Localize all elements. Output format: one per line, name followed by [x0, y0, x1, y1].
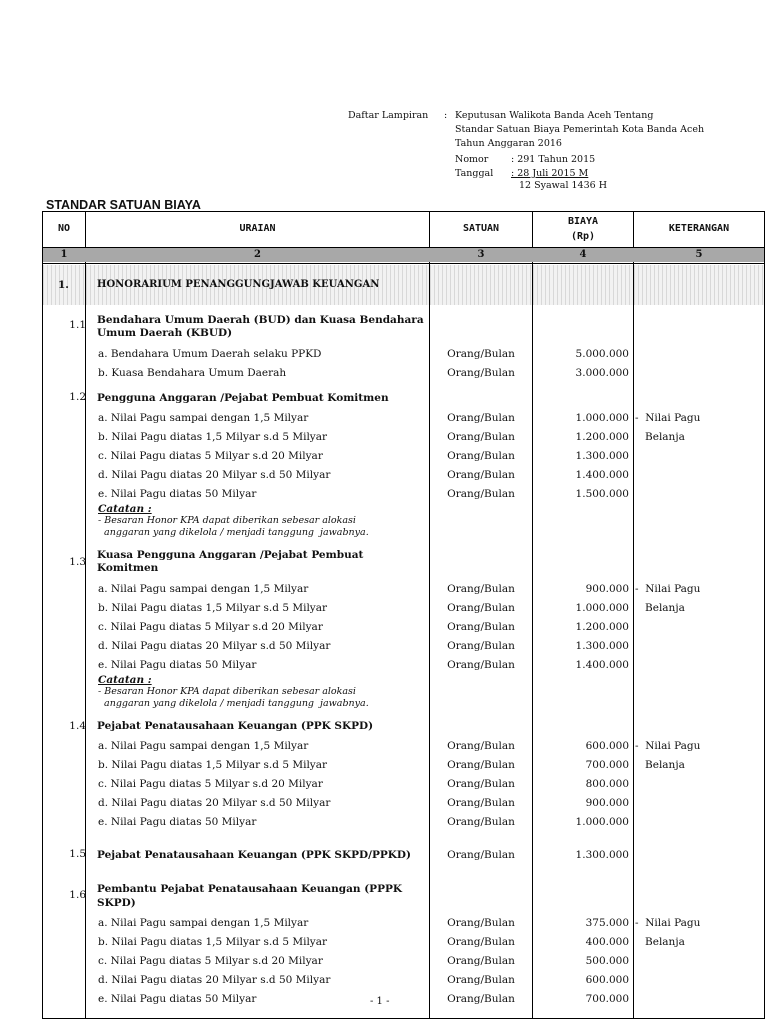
row-biaya: 700.000 — [585, 993, 629, 1005]
row-number: 1.2 — [69, 391, 86, 403]
row-description: c. Nilai Pagu diatas 5 Milyar s.d 20 Milyar — [98, 955, 323, 967]
row-keterangan: - Nilai Pagu — [635, 583, 701, 595]
row-description: a. Nilai Pagu sampai dengan 1,5 Milyar — [98, 412, 309, 424]
row-satuan: Orang/Bulan — [447, 450, 515, 462]
row-satuan: Orang/Bulan — [447, 488, 515, 500]
row-heading: Pengguna Anggaran /Pejabat Pembuat Komitmen — [97, 392, 389, 404]
col-header-biaya-unit: (Rp) — [570, 231, 596, 242]
nomor-value: : 291 Tahun 2015 — [511, 154, 596, 165]
row-biaya: 400.000 — [585, 936, 629, 948]
column-divider — [532, 212, 533, 1018]
row-keterangan: Belanja — [635, 759, 685, 771]
col-header-keterangan: KETERANGAN — [668, 223, 730, 234]
row-satuan: Orang/Bulan — [447, 917, 515, 929]
row-biaya: 700.000 — [585, 759, 629, 771]
row-biaya: 1.500.000 — [575, 488, 629, 500]
row-description: b. Nilai Pagu diatas 1,5 Milyar s.d 5 Milyar — [98, 936, 328, 948]
row-description: d. Nilai Pagu diatas 20 Milyar s.d 50 Milyar — [98, 469, 331, 481]
row-biaya: 1.300.000 — [575, 450, 629, 462]
row-satuan: Orang/Bulan — [447, 431, 515, 443]
row-biaya: 900.000 — [585, 797, 629, 809]
row-biaya: 800.000 — [585, 778, 629, 790]
lampiran-line-1: Keputusan Walikota Banda Aceh Tentang — [455, 110, 654, 121]
section-shading — [430, 265, 532, 305]
row-keterangan: - Nilai Pagu — [635, 412, 701, 424]
section-shading — [634, 265, 764, 305]
row-satuan: Orang/Bulan — [447, 367, 515, 379]
row-heading: Kuasa Pengguna Anggaran /Pejabat Pembuat — [97, 549, 364, 561]
row-satuan: Orang/Bulan — [447, 659, 515, 671]
row-description: d. Nilai Pagu diatas 20 Milyar s.d 50 Milyar — [98, 974, 331, 986]
column-number: 5 — [695, 249, 703, 260]
row-satuan: Orang/Bulan — [447, 583, 515, 595]
note-text: - Besaran Honor KPA dapat diberikan sebesar alokasi — [98, 515, 356, 526]
row-biaya: 600.000 — [585, 974, 629, 986]
hijri-date: 12 Syawal 1436 H — [519, 180, 607, 191]
row-description: c. Nilai Pagu diatas 5 Milyar s.d 20 Milyar — [98, 450, 323, 462]
row-keterangan: - Nilai Pagu — [635, 740, 701, 752]
note-text: - Besaran Honor KPA dapat diberikan sebesar alokasi — [98, 686, 356, 697]
row-heading: Bendahara Umum Daerah (BUD) dan Kuasa Bendahara — [97, 314, 424, 326]
lampiran-label: Daftar Lampiran — [348, 110, 429, 121]
row-biaya: 375.000 — [585, 917, 629, 929]
lampiran-line-2: Standar Satuan Biaya Pemerintah Kota Banda Aceh — [455, 124, 705, 135]
row-satuan: Orang/Bulan — [447, 759, 515, 771]
row-biaya: 1.400.000 — [575, 659, 629, 671]
row-keterangan: Belanja — [635, 602, 685, 614]
row-satuan: Orang/Bulan — [447, 640, 515, 652]
row-number: 1.5 — [69, 848, 86, 860]
col-header-uraian: URAIAN — [239, 223, 276, 234]
column-divider — [633, 212, 634, 1018]
row-description: a. Bendahara Umum Daerah selaku PPKD — [98, 348, 322, 360]
note-text: Catatan : — [98, 503, 152, 515]
section-shading — [533, 265, 633, 305]
tanggal-label: Tanggal — [455, 168, 494, 179]
row-number: 1.1 — [69, 319, 86, 331]
row-biaya: 3.000.000 — [575, 367, 629, 379]
row-description: e. Nilai Pagu diatas 50 Milyar — [98, 488, 257, 500]
note-text: anggaran yang dikelola / menjadi tanggung jawabnya. — [98, 527, 369, 538]
col-header-no: NO — [57, 223, 71, 234]
row-biaya: 600.000 — [585, 740, 629, 752]
column-number: 4 — [579, 249, 587, 260]
column-number: 2 — [254, 249, 261, 260]
page-number: - 1 - — [370, 996, 390, 1007]
row-biaya: 500.000 — [585, 955, 629, 967]
row-biaya: 1.000.000 — [575, 412, 629, 424]
note-text: anggaran yang dikelola / menjadi tanggung jawabnya. — [98, 698, 369, 709]
row-description: e. Nilai Pagu diatas 50 Milyar — [98, 993, 257, 1005]
row-number: 1.6 — [69, 889, 86, 901]
row-description: a. Nilai Pagu sampai dengan 1,5 Milyar — [98, 917, 309, 929]
row-description: d. Nilai Pagu diatas 20 Milyar s.d 50 Milyar — [98, 797, 331, 809]
row-satuan: Orang/Bulan — [447, 936, 515, 948]
row-satuan: Orang/Bulan — [447, 469, 515, 481]
lampiran-line-3: Tahun Anggaran 2016 — [455, 138, 562, 149]
row-biaya: 1.200.000 — [575, 621, 629, 633]
col-header-biaya: BIAYA — [567, 216, 599, 227]
row-heading: Pembantu Pejabat Penatausahaan Keuangan (PPPK — [97, 883, 402, 895]
row-keterangan: Belanja — [635, 431, 685, 443]
section-title: HONORARIUM PENANGGUNGJAWAB KEUANGAN — [97, 279, 380, 290]
row-satuan: Orang/Bulan — [447, 621, 515, 633]
row-description: d. Nilai Pagu diatas 20 Milyar s.d 50 Milyar — [98, 640, 331, 652]
row-satuan: Orang/Bulan — [447, 740, 515, 752]
row-biaya: 1.300.000 — [575, 849, 629, 861]
row-satuan: Orang/Bulan — [447, 602, 515, 614]
row-biaya: 5.000.000 — [575, 348, 629, 360]
col-header-satuan: SATUAN — [462, 223, 500, 234]
row-satuan: Orang/Bulan — [447, 955, 515, 967]
row-satuan: Orang/Bulan — [447, 797, 515, 809]
column-number: 1 — [60, 249, 68, 260]
column-divider — [429, 212, 430, 1018]
row-satuan: Orang/Bulan — [447, 412, 515, 424]
row-biaya: 1.000.000 — [575, 816, 629, 828]
header-rule — [42, 263, 765, 264]
row-number: 1.3 — [69, 556, 86, 568]
row-satuan: Orang/Bulan — [447, 816, 515, 828]
row-biaya: 1.000.000 — [575, 602, 629, 614]
row-satuan: Orang/Bulan — [447, 348, 515, 360]
lampiran-colon: : — [444, 110, 448, 121]
row-number: 1.4 — [69, 720, 86, 732]
document-title: STANDAR SATUAN BIAYA — [46, 198, 201, 212]
row-satuan: Orang/Bulan — [447, 974, 515, 986]
row-description: c. Nilai Pagu diatas 5 Milyar s.d 20 Milyar — [98, 778, 323, 790]
row-description: e. Nilai Pagu diatas 50 Milyar — [98, 659, 257, 671]
row-description: e. Nilai Pagu diatas 50 Milyar — [98, 816, 257, 828]
row-heading: SKPD) — [97, 897, 136, 909]
row-description: a. Nilai Pagu sampai dengan 1,5 Milyar — [98, 740, 309, 752]
row-satuan: Orang/Bulan — [447, 849, 515, 861]
row-keterangan: Belanja — [635, 936, 685, 948]
section-number: 1. — [58, 279, 69, 291]
row-biaya: 1.200.000 — [575, 431, 629, 443]
row-biaya: 900.000 — [585, 583, 629, 595]
nomor-label: Nomor — [455, 154, 489, 165]
note-text: Catatan : — [98, 674, 152, 686]
row-heading: Pejabat Penatausahaan Keuangan (PPK SKPD/PPKD) — [97, 849, 411, 861]
row-description: b. Nilai Pagu diatas 1,5 Milyar s.d 5 Milyar — [98, 431, 328, 443]
row-keterangan: - Nilai Pagu — [635, 917, 701, 929]
column-number: 3 — [477, 249, 485, 260]
row-description: b. Nilai Pagu diatas 1,5 Milyar s.d 5 Milyar — [98, 759, 328, 771]
row-satuan: Orang/Bulan — [447, 778, 515, 790]
row-heading: Umum Daerah (KBUD) — [97, 327, 233, 339]
row-biaya: 1.400.000 — [575, 469, 629, 481]
tanggal-value: : 28 Juli 2015 M — [511, 168, 589, 179]
row-heading: Pejabat Penatausahaan Keuangan (PPK SKPD) — [97, 720, 374, 732]
row-heading: Komitmen — [97, 562, 159, 574]
row-description: a. Nilai Pagu sampai dengan 1,5 Milyar — [98, 583, 309, 595]
row-description: b. Nilai Pagu diatas 1,5 Milyar s.d 5 Milyar — [98, 602, 328, 614]
row-description: b. Kuasa Bendahara Umum Daerah — [98, 367, 287, 379]
row-biaya: 1.300.000 — [575, 640, 629, 652]
row-satuan: Orang/Bulan — [447, 993, 515, 1005]
row-description: c. Nilai Pagu diatas 5 Milyar s.d 20 Milyar — [98, 621, 323, 633]
